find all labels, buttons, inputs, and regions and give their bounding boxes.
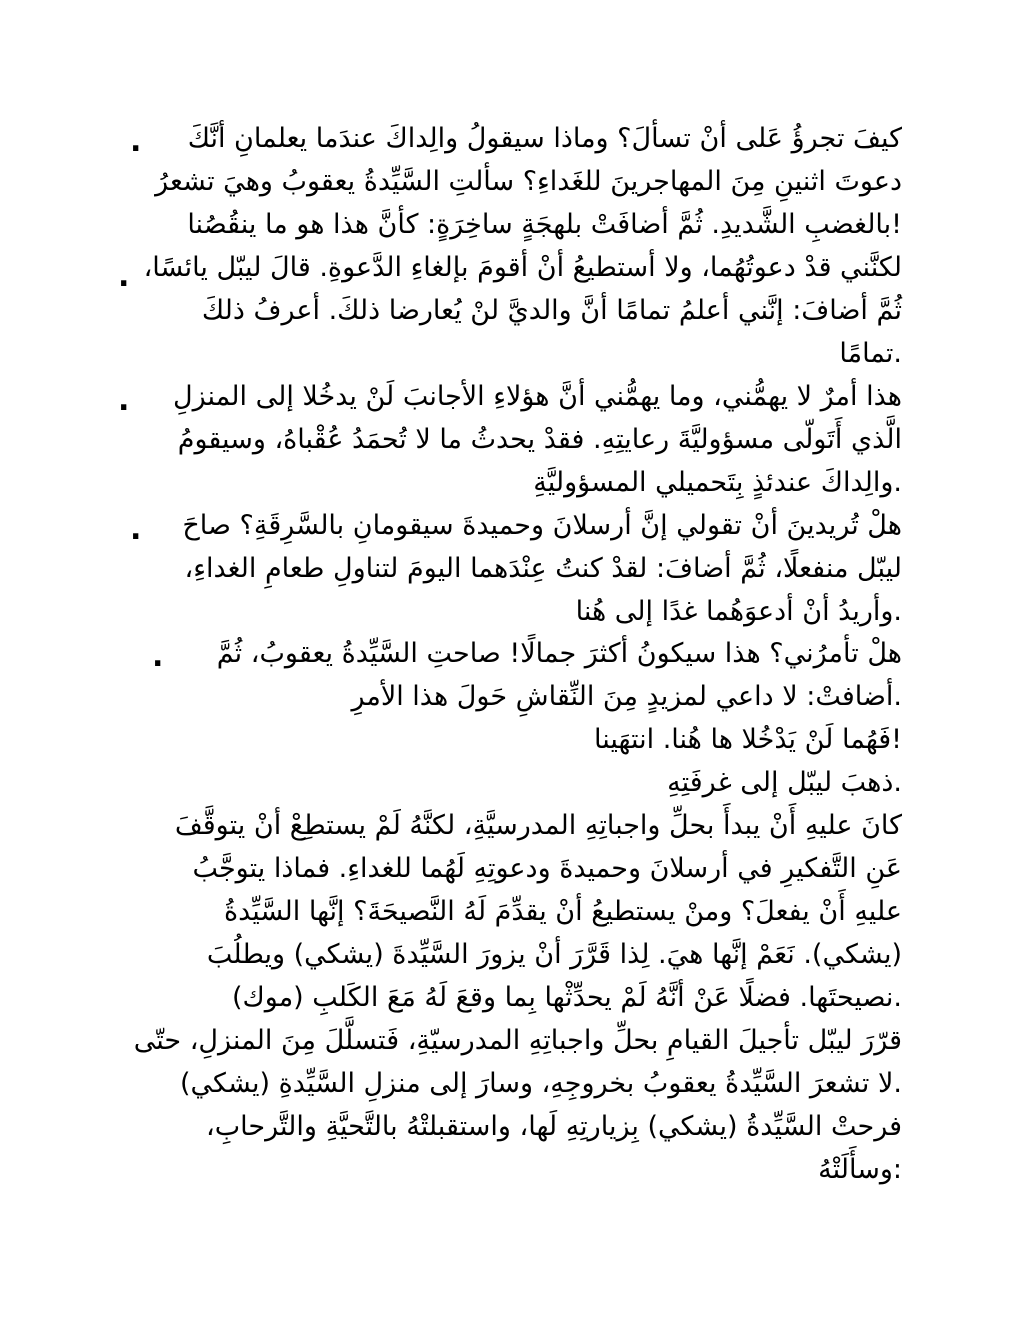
bullet-marker: . (130, 512, 142, 547)
text-line: كانَ عليهِ أَنْ يبدأَ بحلِّ واجباتِهِ المدرسيَّةِ، لكنَّهُ لَمْ يستطِعْ أنْ يتوقَّفَ (174, 810, 902, 841)
text-line: دعوتَ اثنينِ مِنَ المهاجرينَ للغَداءِ؟ سألتِ السَّيِّدةُ يعقوبُ وهيَ تشعرُ (155, 166, 902, 197)
text-line: فرحتْ السَّيِّدةُ (يشكي) بِزيارتِهِ لَها، واستقبلتْهُ بالتَّحيَّةِ والتَّرحابِ، (206, 1111, 902, 1142)
text-line: :وسأَلَتْهُ (818, 1154, 902, 1185)
text-line: ثُمَّ أضافَ: إنَّني أعلمُ تمامًا أنَّ والديَّ لنْ يُعارضا ذلكَ. أعرفُ ذلكَ (201, 295, 902, 326)
text-line: .نصيحتَها. فضلًا عَنْ أنَّهُ لَمْ يحدِّثْها بِما وقعَ لَهُ مَعَ الكَلبِ (موك) (231, 982, 902, 1013)
bullet-marker: . (130, 124, 142, 159)
text-line: الَّذي أَتَولّى مسؤوليَّةَ رعايتِهِ. فقدْ يحدثُ ما لا تُحمَدُ عُقْباهُ، وسيقومُ (177, 424, 902, 455)
bullet-marker: . (118, 259, 130, 294)
bullet-marker: . (152, 639, 164, 674)
text-line: .والِداكَ عندئذٍ بِتَحميلي المسؤوليَّةِ (533, 467, 902, 498)
text-line: لكنَّني قدْ دعوتُهُما، ولا أستطيعُ أنْ أقومَ بإلغاءِ الدَّعوةِ. قالَ ليبّل يائسًا، (143, 252, 902, 283)
text-line: عَنِ التَّفكيرِ في أرسلانَ وحميدةَ ودعوتِهِ لَهُما للغداءِ. فماذا يتوجَّبُ (192, 853, 902, 884)
text-line: .أضافتْ: لا داعي لمزيدٍ مِنَ النِّقاشِ حَولَ هذا الأمرِ (351, 681, 902, 712)
text-line: كيفَ تجرؤُ عَلى أنْ تسألَ؟ وماذا سيقولُ والِداكَ عندَما يعلمانِ أنَّكَ (187, 123, 902, 154)
text-line: ليبّل منفعلًا، ثُمَّ أضافَ: لقدْ كنتُ عِنْدَهما اليومَ لتناولِ طعامِ الغداءِ، (184, 553, 902, 584)
bullet-marker: . (118, 383, 130, 418)
text-line: هلْ تأمرُني؟ هذا سيكونُ أكثرَ جمالًا! صاحتِ السَّيِّدةُ يعقوبُ، ثُمَّ (216, 638, 902, 669)
text-line: !فَهُما لَنْ يَدْخُلا ها هُنا. انتهَينا (594, 724, 902, 755)
text-line: هلْ تُريدينَ أنْ تقولي إنَّ أرسلانَ وحميدةَ سيقومانِ بالسَّرِقَةِ؟ صاحَ (182, 510, 902, 541)
text-line: هذا أمرٌ لا يهمُّني، وما يهمُّني أنَّ هؤلاءِ الأجانبَ لَنْ يدخُلا إلى المنزلِ (173, 381, 902, 412)
text-line: !بالغضبِ الشَّديدِ. ثُمَّ أضافَتْ بلهجَةٍ ساخِرَةٍ: كأنَّ هذا هو ما ينقُصُنا (187, 209, 902, 240)
text-line: .ذهبَ ليبّل إلى غرفَتِهِ (667, 767, 902, 798)
text-line: .تمامًا (839, 338, 902, 369)
text-line: (يشكي). نَعَمْ إنَّها هيَ. لِذا قَرَّرَ أنْ يزورَ السَّيِّدةَ (يشكي) ويطلُبَ (206, 939, 902, 970)
text-line: قرّرَ ليبّل تأجيلَ القيامِ بحلِّ واجباتِهِ المدرسيّةِ، فَتسلَّلَ مِنَ المنزلِ، حتّى (133, 1025, 902, 1056)
text-line: .وأريدُ أنْ أدعوَهُما غدًا إلى هُنا (575, 596, 902, 627)
text-line: عليهِ أَنْ يفعلَ؟ ومنْ يستطيعُ أنْ يقدِّمَ لَهُ النَّصيحَةَ؟ إنَّها السَّيِّدةُ (223, 896, 902, 927)
text-line: .لا تشعرَ السَّيِّدةُ يعقوبُ بخروجِهِ، وسارَ إلى منزلِ السَّيِّدةِ (يشكي) (180, 1068, 902, 1099)
